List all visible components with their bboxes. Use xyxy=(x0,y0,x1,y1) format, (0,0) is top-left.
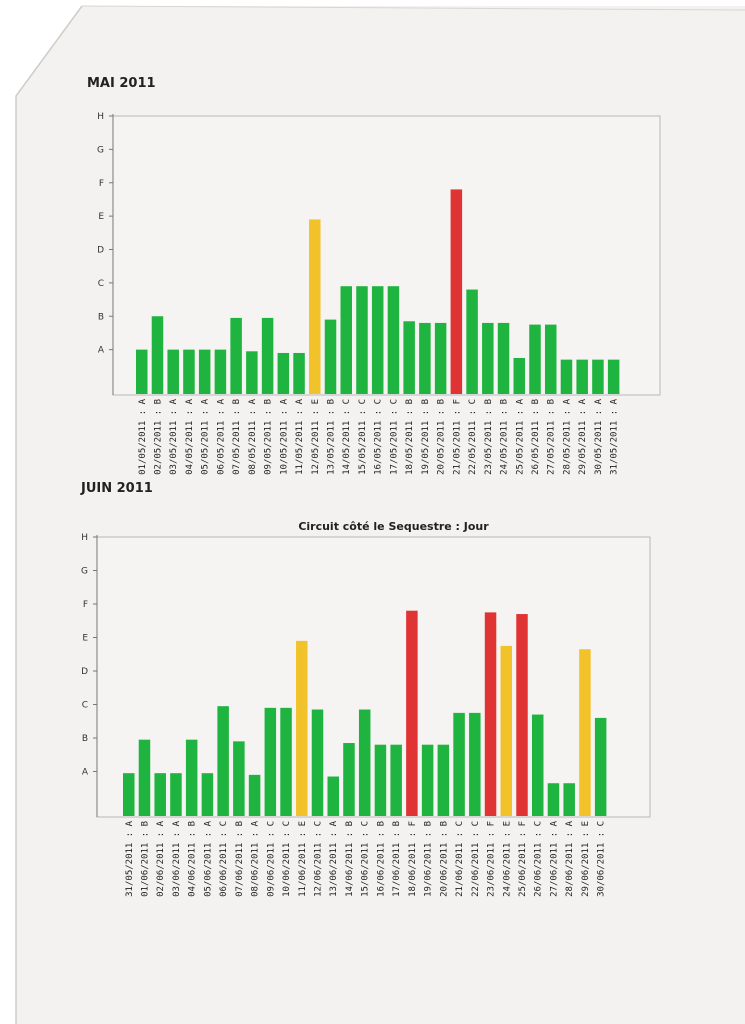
may-bar xyxy=(529,325,541,394)
june-bar xyxy=(469,713,481,816)
may-xtick-label: 23/05/2011 : B xyxy=(483,399,494,475)
may-bar xyxy=(215,350,227,394)
june-xtick-label: 02/06/2011 : A xyxy=(156,821,167,897)
may-xtick-label: 11/05/2011 : A xyxy=(295,399,306,475)
may-bar xyxy=(199,350,211,394)
june-xtick-label: 04/06/2011 : B xyxy=(187,821,198,897)
june-xtick-label: 10/06/2011 : C xyxy=(282,821,293,897)
may-xtick-label: 10/05/2011 : A xyxy=(279,399,290,475)
may-xtick-label: 29/05/2011 : A xyxy=(578,399,589,475)
may-bar xyxy=(152,316,164,394)
june-xtick-label: 24/06/2011 : E xyxy=(502,821,513,897)
june-bar xyxy=(390,745,402,816)
may-ytick-label: E xyxy=(98,212,104,223)
june-xtick-label: 06/06/2011 : C xyxy=(219,821,230,897)
june-bar xyxy=(485,612,497,816)
may-bar xyxy=(309,219,321,394)
may-xtick-label: 02/05/2011 : B xyxy=(153,399,164,475)
may-xtick-label: 17/05/2011 : C xyxy=(389,399,400,475)
june-xtick-label: 08/06/2011 : A xyxy=(250,821,261,897)
may-bar xyxy=(514,358,526,394)
june-bar xyxy=(548,783,560,816)
june-xtick-label: 22/06/2011 : C xyxy=(470,821,481,897)
may-xtick-label: 15/05/2011 : C xyxy=(357,399,368,475)
june-bar xyxy=(202,773,214,816)
may-bar xyxy=(592,360,604,394)
may-bar xyxy=(325,320,337,394)
may-xtick-label: 13/05/2011 : B xyxy=(326,399,337,475)
june-xtick-label: 09/06/2011 : C xyxy=(266,821,277,897)
june-xtick-label: 31/05/2011 : A xyxy=(124,821,135,897)
june-bar xyxy=(595,718,607,816)
may-ytick-label: F xyxy=(98,178,104,189)
june-bar xyxy=(406,611,418,816)
may-bar xyxy=(498,323,510,394)
may-xtick-label: 31/05/2011 : A xyxy=(609,399,620,475)
june-xtick-label: 14/06/2011 : B xyxy=(344,821,355,897)
may-bar xyxy=(246,351,257,394)
may-xtick-label: 21/05/2011 : F xyxy=(452,398,463,475)
june-xtick-label: 30/06/2011 : C xyxy=(596,821,607,897)
june-bar xyxy=(170,773,182,816)
june-xtick-label: 20/06/2011 : B xyxy=(439,821,450,897)
june-bar xyxy=(375,745,387,816)
may-xtick-label: 20/05/2011 : B xyxy=(436,399,447,475)
may-bar xyxy=(419,323,431,394)
may-bar xyxy=(167,350,179,394)
june-xtick-label: 29/06/2011 : E xyxy=(580,821,591,897)
june-xtick-label: 17/06/2011 : B xyxy=(392,821,403,897)
may-ytick-label: D xyxy=(97,245,104,256)
may-bar xyxy=(608,360,620,394)
june-bar xyxy=(579,649,591,816)
june-xtick-label: 27/06/2011 : A xyxy=(549,821,560,897)
may-xtick-label: 04/05/2011 : A xyxy=(184,399,195,475)
june-bar xyxy=(453,713,465,816)
may-xtick-label: 16/05/2011 : C xyxy=(373,399,384,475)
may-bar xyxy=(388,286,400,394)
may-xtick-label: 08/05/2011 : A xyxy=(247,399,258,475)
june-bar xyxy=(359,710,371,816)
may-bar xyxy=(293,353,305,394)
june-xtick-label: 15/06/2011 : C xyxy=(360,821,371,897)
june-bar xyxy=(516,614,528,816)
may-xtick-label: 19/05/2011 : B xyxy=(420,399,431,475)
may-ytick-label: G xyxy=(97,145,104,156)
june-ytick-label: E xyxy=(82,633,88,644)
june-heading: JUIN 2011 xyxy=(81,481,153,496)
may-bar xyxy=(466,290,478,394)
may-xtick-label: 01/05/2011 : A xyxy=(137,399,148,475)
june-bar xyxy=(139,740,151,816)
june-ytick-label: D xyxy=(81,667,88,677)
may-xtick-label: 14/05/2011 : C xyxy=(342,399,353,475)
june-ytick-label: B xyxy=(81,734,88,744)
june-bar xyxy=(249,775,261,816)
june-xtick-label: 28/06/2011 : A xyxy=(565,821,576,897)
may-xtick-label: 28/05/2011 : A xyxy=(562,399,573,475)
june-ytick-label: G xyxy=(81,566,88,577)
may-bar xyxy=(372,286,384,394)
may-bar xyxy=(340,286,352,394)
june-ytick-label: C xyxy=(81,700,88,711)
may-bar xyxy=(278,353,290,394)
may-xtick-label: 18/05/2011 : B xyxy=(405,399,416,475)
may-ytick-label: B xyxy=(97,312,104,323)
june-bar xyxy=(265,708,277,816)
june-xtick-label: 21/06/2011 : C xyxy=(455,821,466,897)
june-bar xyxy=(233,741,245,816)
may-xtick-label: 22/05/2011 : C xyxy=(468,398,479,475)
may-bar xyxy=(482,323,494,394)
may-bar xyxy=(136,350,148,394)
june-xtick-label: 25/06/2011 : F xyxy=(518,821,528,897)
june-bar xyxy=(312,710,324,816)
june-xtick-label: 05/06/2011 : A xyxy=(203,821,214,897)
may-xtick-label: 12/05/2011 : E xyxy=(310,399,321,475)
june-ytick-label: F xyxy=(82,600,88,610)
may-bar xyxy=(451,189,463,394)
june-xtick-label: 11/06/2011 : E xyxy=(297,821,308,897)
june-bar xyxy=(501,646,513,816)
june-xtick-label: 19/06/2011 : B xyxy=(423,821,434,897)
may-bar xyxy=(403,321,415,394)
june-bar xyxy=(296,641,308,816)
june-bar xyxy=(532,715,544,816)
june-ytick-label: H xyxy=(81,533,88,543)
june-xtick-label: 01/06/2011 : B xyxy=(140,821,151,897)
may-bar xyxy=(183,350,195,394)
june-bar xyxy=(123,773,135,816)
may-xtick-label: 05/05/2011 : A xyxy=(200,399,211,475)
june-bar xyxy=(422,745,434,816)
may-ytick-label: A xyxy=(97,345,104,356)
june-xtick-label: 23/06/2011 : F xyxy=(486,821,497,897)
june-xtick-label: 03/06/2011 : A xyxy=(171,821,182,897)
june-ytick-label: A xyxy=(81,767,88,778)
may-bar xyxy=(230,318,242,394)
may-xtick-label: 03/05/2011 : A xyxy=(169,399,180,475)
june-bar xyxy=(438,745,450,816)
june-bar xyxy=(343,743,355,816)
may-xtick-label: 30/05/2011 : A xyxy=(593,399,604,475)
may-xtick-label: 26/05/2011 : B xyxy=(531,399,541,475)
june-bar xyxy=(327,777,339,816)
may-ytick-label: H xyxy=(97,112,104,122)
may-bar xyxy=(561,360,573,394)
june-bar xyxy=(563,783,575,816)
may-plot-area xyxy=(113,116,660,395)
june-xtick-label: 07/06/2011 : B xyxy=(234,821,245,897)
june-xtick-label: 26/06/2011 : C xyxy=(533,821,544,897)
june-xtick-label: 13/06/2011 : A xyxy=(329,821,340,897)
june-bar xyxy=(280,708,292,816)
may-ytick-label: C xyxy=(97,278,104,289)
may-heading: MAI 2011 xyxy=(87,76,156,91)
may-chart xyxy=(0,100,745,480)
may-bar xyxy=(262,318,274,394)
june-xtick-label: 16/06/2011 : B xyxy=(376,821,387,897)
june-chart-title: Circuit côté le Sequestre : Jour xyxy=(298,520,489,533)
may-bar xyxy=(356,286,368,394)
june-xtick-label: 12/06/2011 : C xyxy=(313,821,324,897)
june-chart xyxy=(0,518,745,908)
may-xtick-label: 27/05/2011 : B xyxy=(546,399,557,475)
may-xtick-label: 07/05/2011 : B xyxy=(232,399,243,475)
may-xtick-label: 25/05/2011 : A xyxy=(515,399,526,475)
may-bar xyxy=(576,360,588,394)
june-bar xyxy=(154,773,166,816)
may-xtick-label: 24/05/2011 : B xyxy=(499,399,510,475)
may-xtick-label: 09/05/2011 : B xyxy=(263,399,274,475)
june-xtick-label: 18/06/2011 : F xyxy=(407,821,418,897)
june-bar xyxy=(186,740,198,816)
may-xtick-label: 06/05/2011 : A xyxy=(216,399,227,475)
may-bar xyxy=(435,323,447,394)
may-bar xyxy=(545,325,557,394)
june-bar xyxy=(217,706,229,816)
